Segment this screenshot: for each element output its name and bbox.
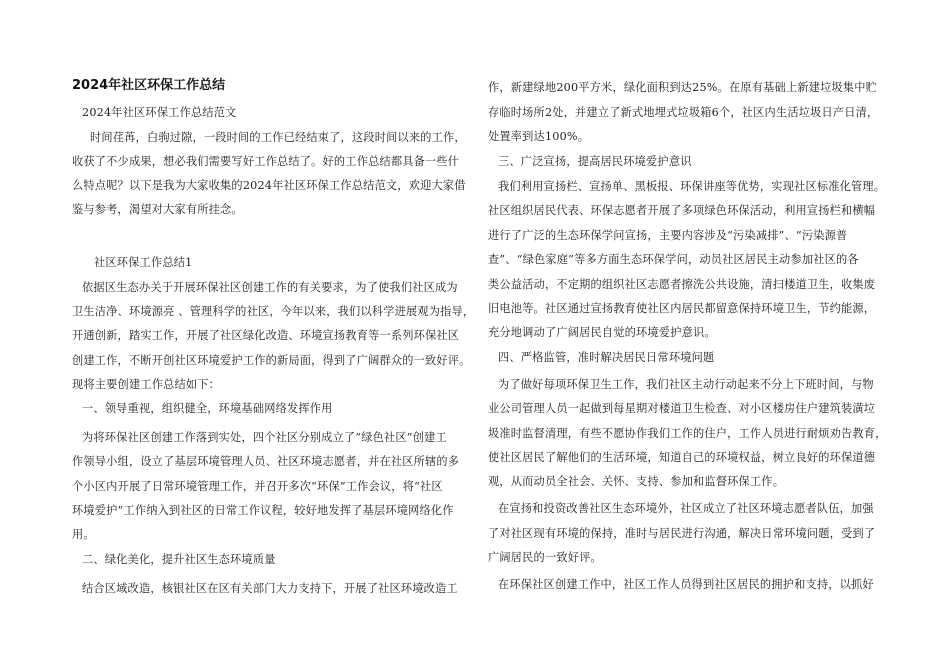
paragraph-line: 现将主要创建工作总结如下： xyxy=(72,378,221,391)
paragraph-line: 进行了广泛的生态环保学问宣扬，主要内容涉及“污染减排”、“污染源普 xyxy=(488,229,848,242)
paragraph-line: 收获了不少成果，想必我们需要写好工作总结了。好的工作总结都具备一些什 xyxy=(72,155,460,168)
section-heading: 二、绿化美化，提升社区生态环境质量 xyxy=(82,553,276,566)
paragraph-line: 环境爱护”工作纳入到社区的日常工作议程，较好地发挥了基层环境网络化作 xyxy=(72,504,454,517)
paragraph-line: 我们利用宣扬栏、宣扬单、黑板报、环保讲座等优势，实现社区标准化管理。 xyxy=(498,180,886,193)
paragraph-line: 处置率到达100%。 xyxy=(488,130,590,143)
paragraph-line: 使社区居民了解他们的生活环境，知道自己的环境权益，树立良好的环保道德 xyxy=(488,451,876,464)
paragraph-line: 时间荏苒，白驹过隙，一段时间的工作已经结束了，这段时间以来的工作， xyxy=(90,131,466,144)
paragraph-line: 个小区内开展了日常环境管理工作，并召开多次“环保”工作会议，将“社区 xyxy=(72,480,443,493)
paragraph-line: 为将环保社区创建工作落到实处，四个社区分别成立了“绿色社区”创建工 xyxy=(82,431,447,444)
paragraph-line: 圾准时监督清理，有些不愿协作我们工作的住户，工作人员进行耐烦劝告教育， xyxy=(488,427,887,440)
paragraph-line: 么特点呢？以下是我为大家收集的2024年社区环保工作总结范文，欢迎大家借 xyxy=(72,179,466,192)
paragraph-line: 卫生洁净、环境源亮 、管理科学的社区，今年以来，我们以科学进展观为指导， xyxy=(72,305,475,318)
paragraph-line: 创建工作，不断开创社区环境爱护工作的新局面，得到了广阔群众的一致好评。 xyxy=(72,354,471,367)
section-heading: 一、领导重视，组织健全，环境基础网络发挥作用 xyxy=(82,402,333,415)
paragraph-line: 类公益活动，不定期的组织社区志愿者擦洗公共设施，清扫楼道卫生，收集废 xyxy=(488,278,876,291)
paragraph-line: 社区组织居民代表、环保志愿者开展了多项绿色环保活动，利用宣扬栏和横幅 xyxy=(488,204,876,217)
paragraph-line: 结合区域改造，核银社区在区有关部门大力支持下，开展了社区环境改造工 xyxy=(82,582,458,595)
paragraph-line: 为了做好每项环保卫生工作，我们社区主动行动起来不分上下班时间，与物 xyxy=(498,378,874,391)
paragraph-line: 作，新建绿地200平方米，绿化面积到达25%。在原有基础上新建垃圾集中贮 xyxy=(488,81,878,94)
paragraph-line: 充分地调动了广阔居民自觉的环境爱护意识。 xyxy=(488,326,716,339)
paragraph-line: 开通创新，踏实工作，开展了社区绿化改造、环境宣扬教育等一系列环保社区 xyxy=(72,329,460,342)
paragraph-line: 存临时场所2处，并建立了新式地埋式垃圾箱6个，社区内生活垃圾日产日清， xyxy=(488,106,879,119)
paragraph-line: 旧电池等。社区通过宣扬教育使社区内居民都留意保持环境卫生，节约能源， xyxy=(488,302,876,315)
section-heading: 社区环保工作总结1 xyxy=(94,256,193,269)
subtitle-line: 2024年社区环保工作总结范文 xyxy=(82,106,237,119)
paragraph-line: 广阔居民的一致好评。 xyxy=(488,551,602,564)
paragraph-line: 在宣扬和投资改善社区生态环境外，社区成立了社区环境志愿者队伍，加强 xyxy=(498,502,874,515)
paragraph-line: 业公司管理人员一起做到每星期对楼道卫生检查、对小区楼房住户建筑装潢垃 xyxy=(488,402,876,415)
document-title: 2024年社区环保工作总结 xyxy=(72,78,226,93)
paragraph-line: 观，从而动员全社会、关怀、支持、参加和监督环保工作。 xyxy=(488,475,785,488)
paragraph-line: 查”、“绿色家庭”等多方面生态环保学问，动员社区居民主动参加社区的各 xyxy=(488,253,859,266)
section-heading: 四、严格监管，准时解决居民日常环境问题 xyxy=(498,351,715,364)
paragraph-line: 鉴与参考，渴望对大家有所挂念。 xyxy=(72,203,243,216)
paragraph-line: 作领导小组，设立了基层环境管理人员、社区环境志愿者，并在社区所辖的多 xyxy=(72,455,460,468)
paragraph-line: 在环保社区创建工作中，社区工作人员得到社区居民的拥护和支持，以抓好 xyxy=(498,578,874,591)
paragraph-line: 了对社区现有环境的保持，准时与居民进行沟通，解决日常环境问题，受到了 xyxy=(488,527,876,540)
paragraph-line: 用。 xyxy=(72,528,95,541)
paragraph-line: 依据区生态办关于开展环保社区创建工作的有关要求，为了使我们社区成为 xyxy=(82,281,458,294)
section-heading: 三、广泛宣扬，提高居民环境爱护意识 xyxy=(498,155,692,168)
